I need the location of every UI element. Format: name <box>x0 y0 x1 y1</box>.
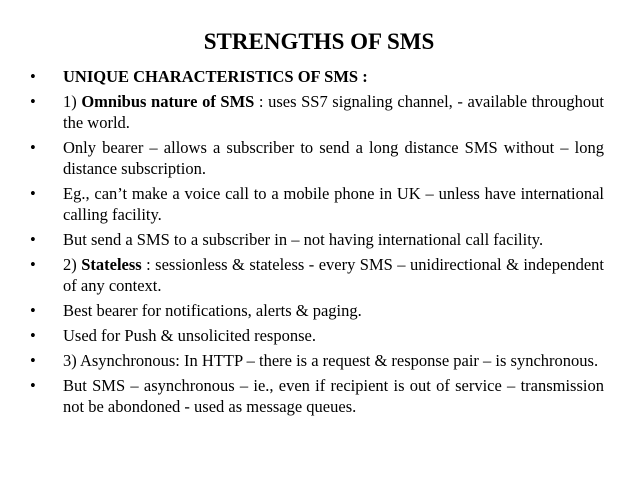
bullet-dot: • <box>30 301 36 320</box>
bullet-dot: • <box>30 376 36 395</box>
bullet-item <box>30 91 604 133</box>
bullet-text: Used for Push & unsolicited response. <box>63 326 316 345</box>
bullet-text-bold: Omnibus nature of SMS <box>81 92 255 111</box>
bullet-item <box>30 229 604 250</box>
bullet-text: : sessionless & stateless - every SMS – unidirectional & independent of any context. <box>63 255 604 295</box>
bullet-text: Best bearer for notifications, alerts & paging. <box>63 301 362 320</box>
bullet-text: But SMS – asynchronous – ie., even if recipient is out of service – transmission not be abondoned - used as message queues. <box>63 376 604 416</box>
bullet-dot: • <box>30 230 36 249</box>
bullet-text: 1) <box>63 92 82 111</box>
bullet-dot: • <box>30 255 36 274</box>
bullet-text: 2) <box>63 255 82 274</box>
bullet-text: : uses SS7 signaling channel, - available throughout the world. <box>63 92 605 132</box>
bullet-item <box>30 183 604 225</box>
bullet-item <box>30 254 604 296</box>
bullet-list <box>30 66 604 421</box>
bullet-text: 3) Asynchronous: In HTTP – there is a request & response pair – is synchronous. <box>63 351 599 370</box>
bullet-item <box>30 325 604 346</box>
bullet-dot: • <box>30 184 36 203</box>
bullet-text: But send a SMS to a subscriber in – not having international call facility. <box>63 230 544 249</box>
bullet-dot: • <box>30 67 36 86</box>
bullet-item <box>30 350 604 371</box>
bullet-dot: • <box>30 92 36 111</box>
bullet-item <box>30 375 604 417</box>
bullet-text-bold: UNIQUE CHARACTERISTICS OF SMS : <box>63 67 368 86</box>
bullet-dot: • <box>30 351 36 370</box>
bullet-item <box>30 137 604 179</box>
bullet-dot: • <box>30 326 36 345</box>
bullet-item <box>30 300 604 321</box>
bullet-dot: • <box>30 138 36 157</box>
bullet-item <box>30 66 604 87</box>
bullet-text-bold: Stateless <box>81 255 142 274</box>
slide-title: STRENGTHS OF SMS <box>203 29 435 54</box>
bullet-text: Eg., can’t make a voice call to a mobile phone in UK – unless have international calling facility. <box>63 184 604 224</box>
bullet-text: Only bearer – allows a subscriber to send a long distance SMS without – long distance subscription. <box>63 138 604 178</box>
